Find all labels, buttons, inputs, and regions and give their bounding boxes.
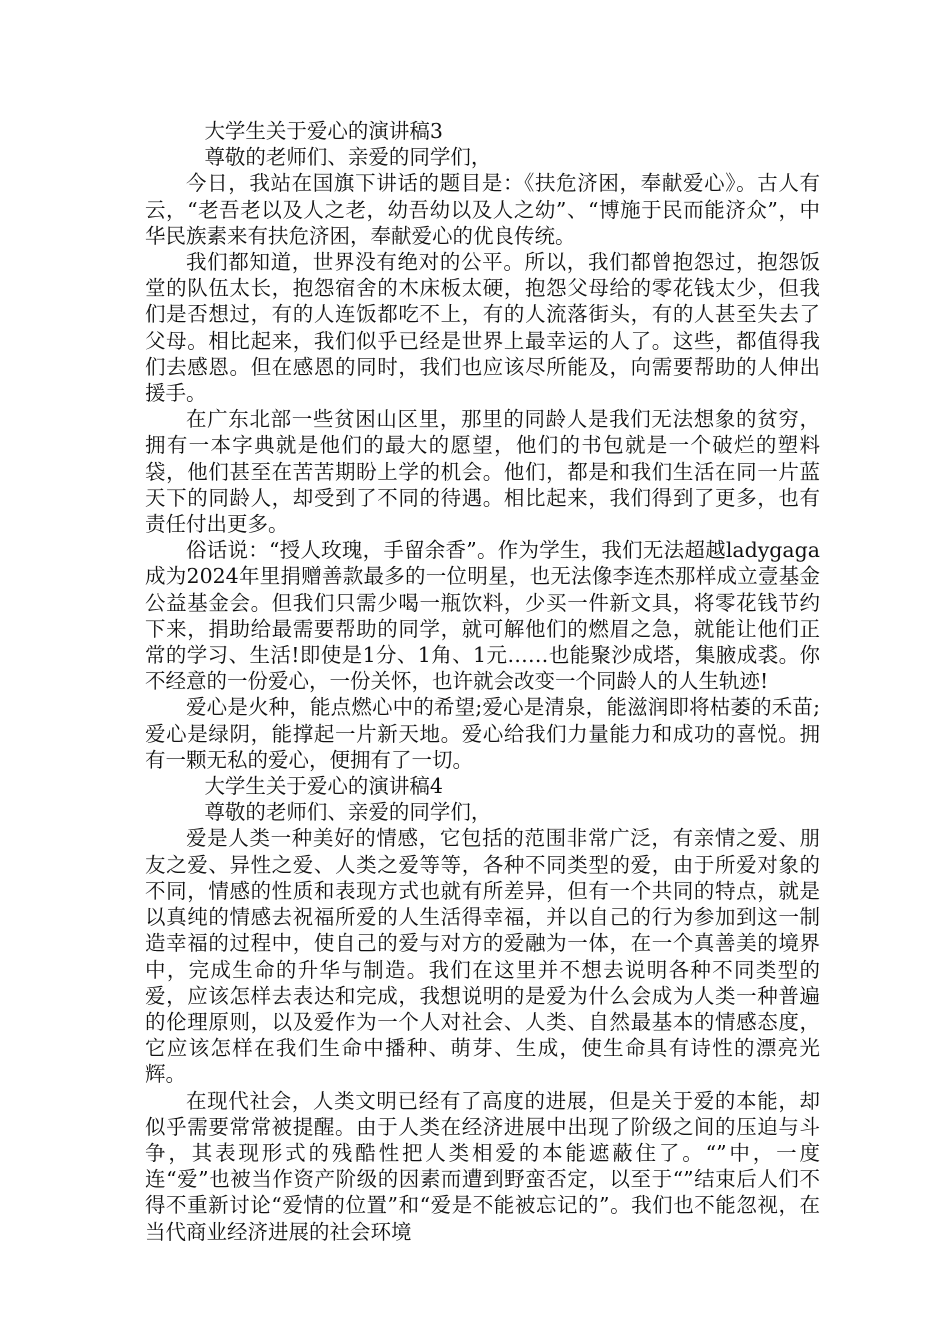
speech-title-4: 大学生关于爱心的演讲稿4: [204, 774, 443, 799]
document-page: [145, 118, 820, 1245]
paragraph: 爱是人类一种美好的情感，它包括的范围非常广泛，有亲情之爱、朋友之爱、异性之爱、人类之爱等等，各种不同类型的爱，由于所爱对象的不同，情感的性质和表现方式也就有所差异，但有一个共同的特点，就是以真纯的情感去祝福所爱的人生活得幸福，并以自己的行为参加到这一制造幸福的过程中，使自己的爱与对方的爱融为一体，在一个真善美的境界中，完成生命的升华与制造。我们在这里并不想去说明各种不同类型的爱，应该怎样去表达和完成，我想说明的是爱为什么会成为人类一种普遍的伦理原则，以及爱作为一个人对社会、人类、自然最基本的情感态度，它应该怎样在我们生命中播种、萌芽、生成，使生命具有诗性的漂亮光辉。: [145, 826, 820, 1087]
paragraph: 今日，我站在国旗下讲话的题目是：《扶危济困，奉献爱心》。古人有云，“老吾老以及人之老，幼吾幼以及人之幼”、“博施于民而能济众”，中华民族素来有扶危济困，奉献爱心的优良传统。: [145, 171, 820, 248]
paragraph: 俗话说：“授人玫瑰，手留余香”。作为学生，我们无法超越ladygaga成为2024年里捐赠善款最多的一位明星，也无法像李连杰那样成立壹基金公益基金会。但我们只需少喝一瓶饮料，少买一件新文具，将零花钱节约下来，捐助给最需要帮助的同学，就可解他们的燃眉之急，就能让他们正常的学习、生活!即使是1分、1角、1元……也能聚沙成塔，集腋成裘。你不经意的一份爱心，一份关怀，也许就会改变一个同龄人的人生轨迹!: [145, 538, 820, 694]
speech-title-3: 大学生关于爱心的演讲稿3: [204, 119, 443, 143]
greeting-4: 尊敬的老师们、亲爱的同学们，: [204, 800, 492, 825]
paragraph: 在广东北部一些贫困山区里，那里的同龄人是我们无法想象的贫穷，拥有一本字典就是他们的最大的愿望，他们的书包就是一个破烂的塑料袋，他们甚至在苦苦期盼上学的机会。他们，都是和我们生活在同一片蓝天下的同龄人，却受到了不同的待遇。相比起来，我们得到了更多，也有责任付出更多。: [145, 407, 820, 537]
paragraph: 我们都知道，世界没有绝对的公平。所以，我们都曾抱怨过，抱怨饭堂的队伍太长，抱怨宿舍的木床板太硬，抱怨父母给的零花钱太少，但我们是否想过，有的人连饭都吃不上，有的人流落街头，有的人甚至失去了父母。相比起来，我们似乎已经是世界上最幸运的人了。这些，都值得我们去感恩。但在感恩的同时，我们也应该尽所能及，向需要帮助的人伸出援手。: [145, 250, 820, 406]
greeting-3: 尊敬的老师们、亲爱的同学们，: [204, 145, 492, 170]
paragraph: 在现代社会，人类文明已经有了高度的进展，但是关于爱的本能，却似乎需要常常被提醒。由于人类在经济进展中出现了阶级之间的压迫与斗争，其表现形式的残酷性把人类相爱的本能遮蔽住了。“”中，一度连“爱”也被当作资产阶级的因素而遭到野蛮否定，以至于“”结束后人们不得不重新讨论“爱情的位置”和“爱是不能被忘记的”。我们也不能忽视，在当代商业经济进展的社会环境: [145, 1088, 820, 1244]
paragraph: 爱心是火种，能点燃心中的希望;爱心是清泉，能滋润即将枯萎的禾苗;爱心是绿阴，能撑起一片新天地。爱心给我们力量能力和成功的喜悦。拥有一颗无私的爱心，便拥有了一切。: [145, 695, 820, 772]
